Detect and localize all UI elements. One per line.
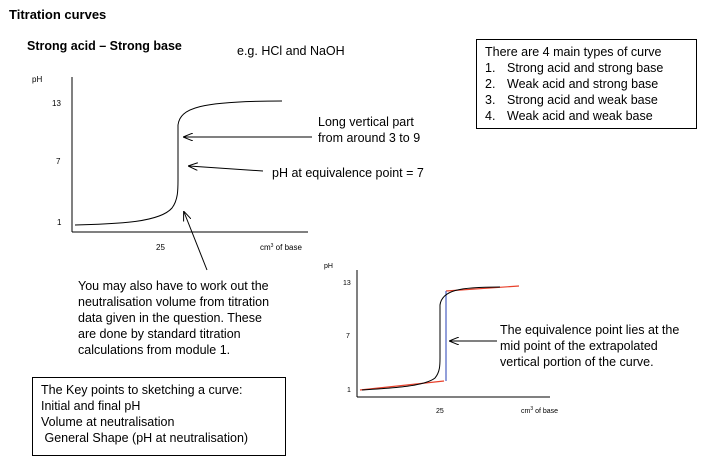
y-tick-label: 13 [343, 280, 351, 287]
x-axis-label: $cm^3$ of base [260, 243, 302, 252]
list-item: 3. Strong acid and weak base [485, 93, 658, 107]
y-axis-label: pH [32, 75, 43, 84]
arrow-neutralisation-volume [184, 212, 207, 270]
annotation-vertical-part: Long vertical part from around 3 to 9 [318, 115, 421, 145]
list-item: 4. Weak acid and weak base [485, 109, 653, 123]
example-label: e.g. HCl and NaOH [237, 44, 345, 58]
x-axis-label: $cm^3$ of base [521, 406, 559, 415]
y-tick-label: 7 [346, 333, 350, 340]
x-tick-label: 25 [436, 408, 444, 415]
titration-curve [362, 287, 500, 390]
list-item: 1. Strong acid and strong base [485, 61, 664, 75]
curve-types-header: There are 4 main types of curve [485, 45, 662, 59]
key-points-box [32, 377, 286, 456]
key-point: Volume at neutralisation [41, 415, 175, 429]
annotation-equivalence-ph: pH at equivalence point = 7 [272, 166, 424, 180]
titration-graph-main [32, 75, 312, 270]
arrow-equivalence-point [189, 166, 263, 171]
annotation-midpoint: The equivalence point lies at the mid point of the extrapolated vertical portion of the curve. [500, 323, 680, 369]
y-axis-label: pH [324, 263, 333, 270]
page-title: Titration curves [9, 7, 107, 22]
y-tick-label: 1 [347, 387, 351, 394]
y-tick-label: 7 [56, 157, 61, 166]
x-tick-label: 25 [156, 243, 165, 252]
titration-curve [75, 101, 282, 225]
key-point: Initial and final pH [41, 399, 141, 413]
key-point: General Shape (pH at neutralisation) [41, 431, 249, 445]
y-tick-label: 13 [52, 99, 61, 108]
lower-tangent-line [360, 381, 444, 390]
y-tick-label: 1 [57, 218, 62, 227]
list-item: 2. Weak acid and strong base [485, 77, 659, 91]
annotation-neutralisation-volume: You may also have to work out the neutralisation volume from titration data given in the question. These are done by standard titration calculations from module 1. [78, 279, 270, 357]
section-heading: Strong acid – Strong base [27, 39, 182, 53]
key-points-header: The Key points to sketching a curve: [41, 383, 243, 397]
